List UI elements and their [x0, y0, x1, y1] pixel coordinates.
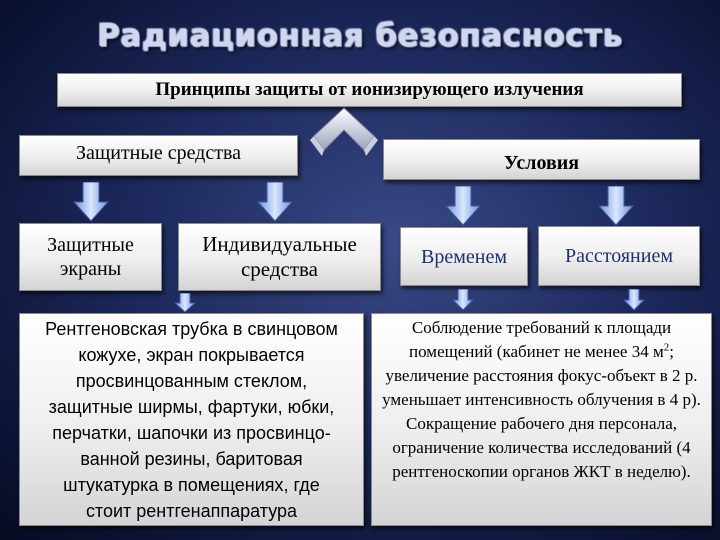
branch-arrow-icon [310, 104, 378, 164]
screens-line1: Защитные [47, 234, 134, 256]
down-arrow-icon [257, 182, 293, 222]
individual-line2: средства [240, 257, 318, 281]
conditions-box: Условия [383, 139, 700, 180]
down-arrow-icon [598, 186, 634, 226]
time-box: Временем [400, 227, 528, 286]
description-line: ванной резины, баритовая [80, 448, 303, 469]
small-down-arrow-icon [452, 289, 474, 311]
conditions-paragraph-1: Соблюдение требований к площади помещений (кабинет не менее 34 $м^2$; увеличение расстояния фокус-объект в 2 р. уменьшает интенсивность облучения в 4 р). [382, 318, 701, 409]
protective-means-box: Защитные средства [19, 135, 298, 176]
screens-line2: экраны [59, 258, 122, 280]
conditions-description [371, 313, 712, 526]
description-line: Рентгеновская трубка в свинцовом [45, 318, 338, 339]
small-down-arrow-icon [623, 289, 645, 311]
principles-box: Принципы защиты от ионизирующего излучения [57, 73, 682, 107]
description-line: перчатки, шапочки из просвинцо- [52, 422, 331, 443]
description-line: кожухе, экран покрывается [78, 344, 305, 365]
description-line: защитные ширмы, фартуки, юбки, [48, 396, 335, 417]
description-line: штукатурка в помещениях, где [63, 474, 320, 495]
down-arrow-icon [73, 182, 109, 222]
individual-line1: Индивидуальные [202, 231, 357, 256]
protective-screens-box [19, 223, 162, 291]
individual-means-box [178, 223, 381, 291]
superscript: 2 [663, 341, 670, 354]
protective-means-description [19, 313, 364, 526]
page-title: Радиационная безопасность [97, 18, 623, 54]
conditions-paragraph-2: Сокращение рабочего дня персонала, ограничение количества исследований (4 рентгеноскопии органов ЖКТ в неделю). [392, 414, 691, 481]
description-line: стоит рентгенаппаратура [85, 500, 298, 521]
distance-box: Расстоянием [538, 226, 700, 286]
small-down-arrow-icon [174, 293, 196, 313]
down-arrow-icon [445, 186, 481, 226]
description-line: просвинцованным стеклом, [75, 370, 308, 391]
